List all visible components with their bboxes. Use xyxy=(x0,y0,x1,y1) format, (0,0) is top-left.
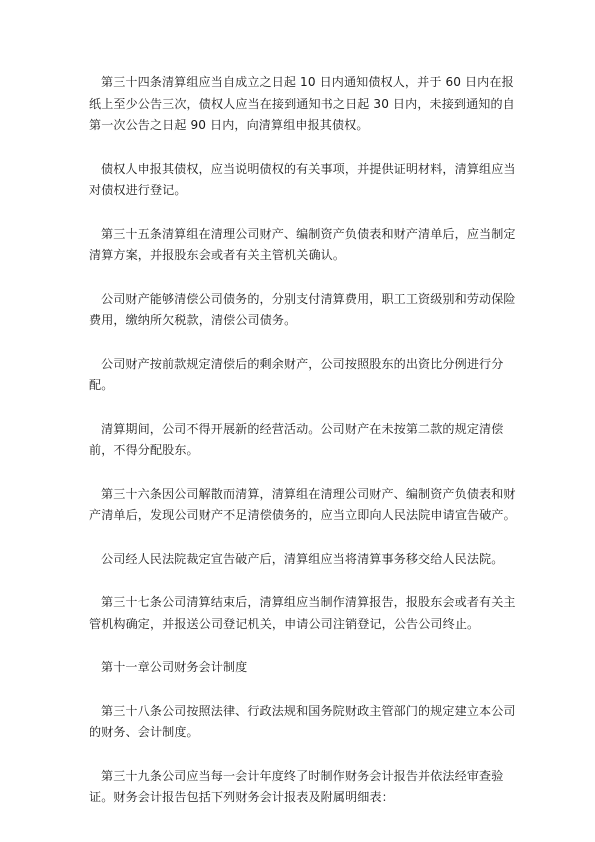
paragraph-article-36: 第三十六条因公司解散而清算，清算组在清理公司财产、编制资产负债表和财产清单后，发现公司财产不足清偿债务的，应当立即向人民法院申请宣告破产。 xyxy=(89,486,516,522)
chapter-heading-11: 第十一章公司财务会计制度 xyxy=(101,660,248,674)
paragraph-creditor-registration: 债权人申报其债权，应当说明债权的有关事项，并提供证明材料，清算组应当对债权进行登记。 xyxy=(89,161,516,197)
paragraph-liquidation-period: 清算期间，公司不得开展新的经营活动。公司财产在未按第二款的规定清偿前，不得分配股东。 xyxy=(89,421,504,457)
paragraph-bankruptcy-transfer: 公司经人民法院裁定宣告破产后，清算组应当将清算事务移交给人民法院。 xyxy=(101,551,504,566)
paragraph-article-38: 第三十八条公司按照法律、行政法规和国务院财政主管部门的规定建立本公司的财务、会计制度。 xyxy=(89,703,516,739)
paragraph-article-35: 第三十五条清算组在清理公司财产、编制资产负债表和财产清单后，应当制定清算方案，并报股东会或者有关主管机关确认。 xyxy=(89,226,516,262)
paragraph-remaining-assets: 公司财产按前款规定清偿后的剩余财产，公司按照股东的出资比分例进行分配。 xyxy=(89,356,504,392)
document-body xyxy=(89,72,519,809)
paragraph-debt-repayment: 公司财产能够清偿公司债务的，分别支付清算费用，职工工资级别和劳动保险费用，缴纳所欠税款，清偿公司债务。 xyxy=(89,291,516,327)
paragraph-article-34: 第三十四条清算组应当自成立之日起 10 日内通知债权人，并于 60 日内在报纸上至少公告三次，债权人应当在接到通知书之日起 30 日内，未接到通知的自第一次公告之日起 90 日内，向清算组申报其债权。 xyxy=(89,75,515,132)
paragraph-article-37: 第三十七条公司清算结束后，清算组应当制作清算报告，报股东会或者有关主管机构确定，并报送公司登记机关，申请公司注销登记，公告公司终止。 xyxy=(89,595,516,631)
paragraph-article-39: 第三十九条公司应当每一会计年度终了时制作财务会计报告并依法经审查验证。财务会计报告包括下列财务会计报表及附属明细表： xyxy=(89,768,504,804)
